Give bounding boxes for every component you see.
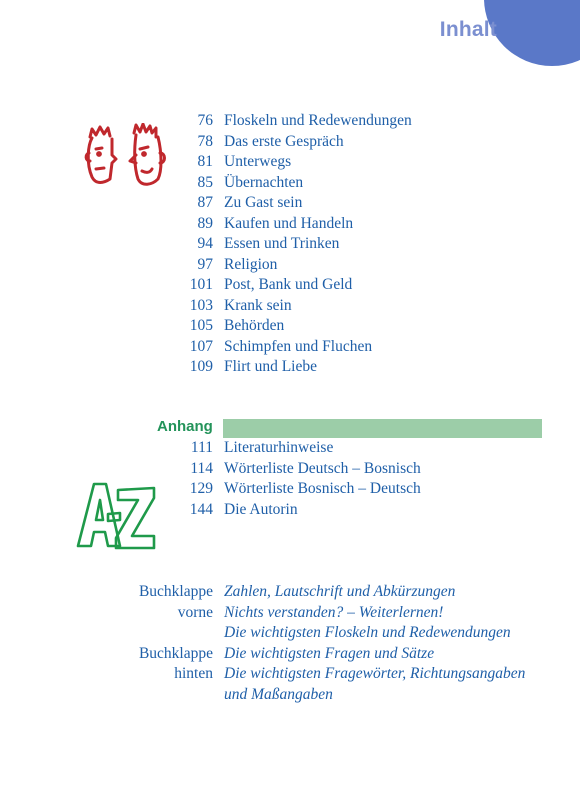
toc-page: 111: [190, 439, 213, 456]
toc-page: 94: [197, 235, 213, 252]
flap-label: Buchklappe: [138, 644, 213, 662]
toc-title: Floskeln und Redewendungen: [224, 112, 412, 129]
toc-title: Krank sein: [224, 296, 292, 314]
toc-title: Flirt und Liebe: [224, 358, 317, 375]
toc-page: 114: [190, 459, 213, 477]
toc-page: 129: [189, 480, 213, 497]
toc-title: Übernachten: [224, 173, 304, 191]
flap-text: Die wichtigsten Fragewörter, Richtungsangaben: [224, 665, 526, 682]
flap-label: vorne: [177, 603, 213, 621]
anhang-bar: [223, 419, 542, 438]
flap-text: Die wichtigsten Fragen und Sätze: [224, 644, 435, 662]
toc-title: Wörterliste Deutsch – Bosnisch: [224, 459, 421, 477]
toc-title: Die Autorin: [224, 500, 298, 518]
toc-page: 107: [189, 337, 213, 355]
toc-title: Das erste Gespräch: [224, 132, 344, 150]
toc-title: Post, Bank und Geld: [224, 276, 353, 293]
toc-page: 85: [197, 173, 213, 191]
corner-tab: [484, 0, 580, 66]
toc-title: Unterwegs: [224, 153, 292, 170]
toc-page: 87: [197, 194, 213, 211]
toc-page: 109: [189, 358, 213, 375]
flap-label: hinten: [174, 665, 213, 682]
toc-title: Religion: [224, 255, 278, 273]
toc-title: Kaufen und Handeln: [224, 214, 354, 232]
toc-title: Wörterliste Bosnisch – Deutsch: [224, 480, 421, 497]
anhang-heading: Anhang: [157, 418, 213, 435]
toc-page: 103: [189, 296, 213, 314]
toc-page: 144: [189, 500, 213, 518]
toc-title: Schimpfen und Fluchen: [224, 337, 373, 355]
toc-page: 89: [197, 214, 213, 232]
toc-page: 81: [197, 153, 213, 170]
page-title: Inhalt: [439, 18, 497, 41]
toc-page: 78: [197, 132, 213, 150]
a-z-icon: [74, 476, 158, 559]
flap-text: und Maßangaben: [224, 685, 333, 703]
toc-page: 101: [189, 276, 213, 293]
flap-label: Buchklappe: [138, 583, 213, 600]
flap-text: Nichts verstanden? – Weiterlernen!: [224, 603, 444, 621]
toc-title: Zu Gast sein: [224, 194, 303, 211]
toc-page: 97: [197, 255, 213, 273]
toc-title: Behörden: [224, 317, 285, 334]
toc-page: 105: [189, 317, 213, 334]
flap-text: Zahlen, Lautschrift und Abkürzungen: [224, 583, 456, 600]
toc-page: 76: [197, 112, 213, 129]
flap-text: Die wichtigsten Floskeln und Redewendungen: [224, 624, 511, 641]
toc-title: Literaturhinweise: [224, 439, 334, 456]
toc-title: Essen und Trinken: [224, 235, 340, 252]
